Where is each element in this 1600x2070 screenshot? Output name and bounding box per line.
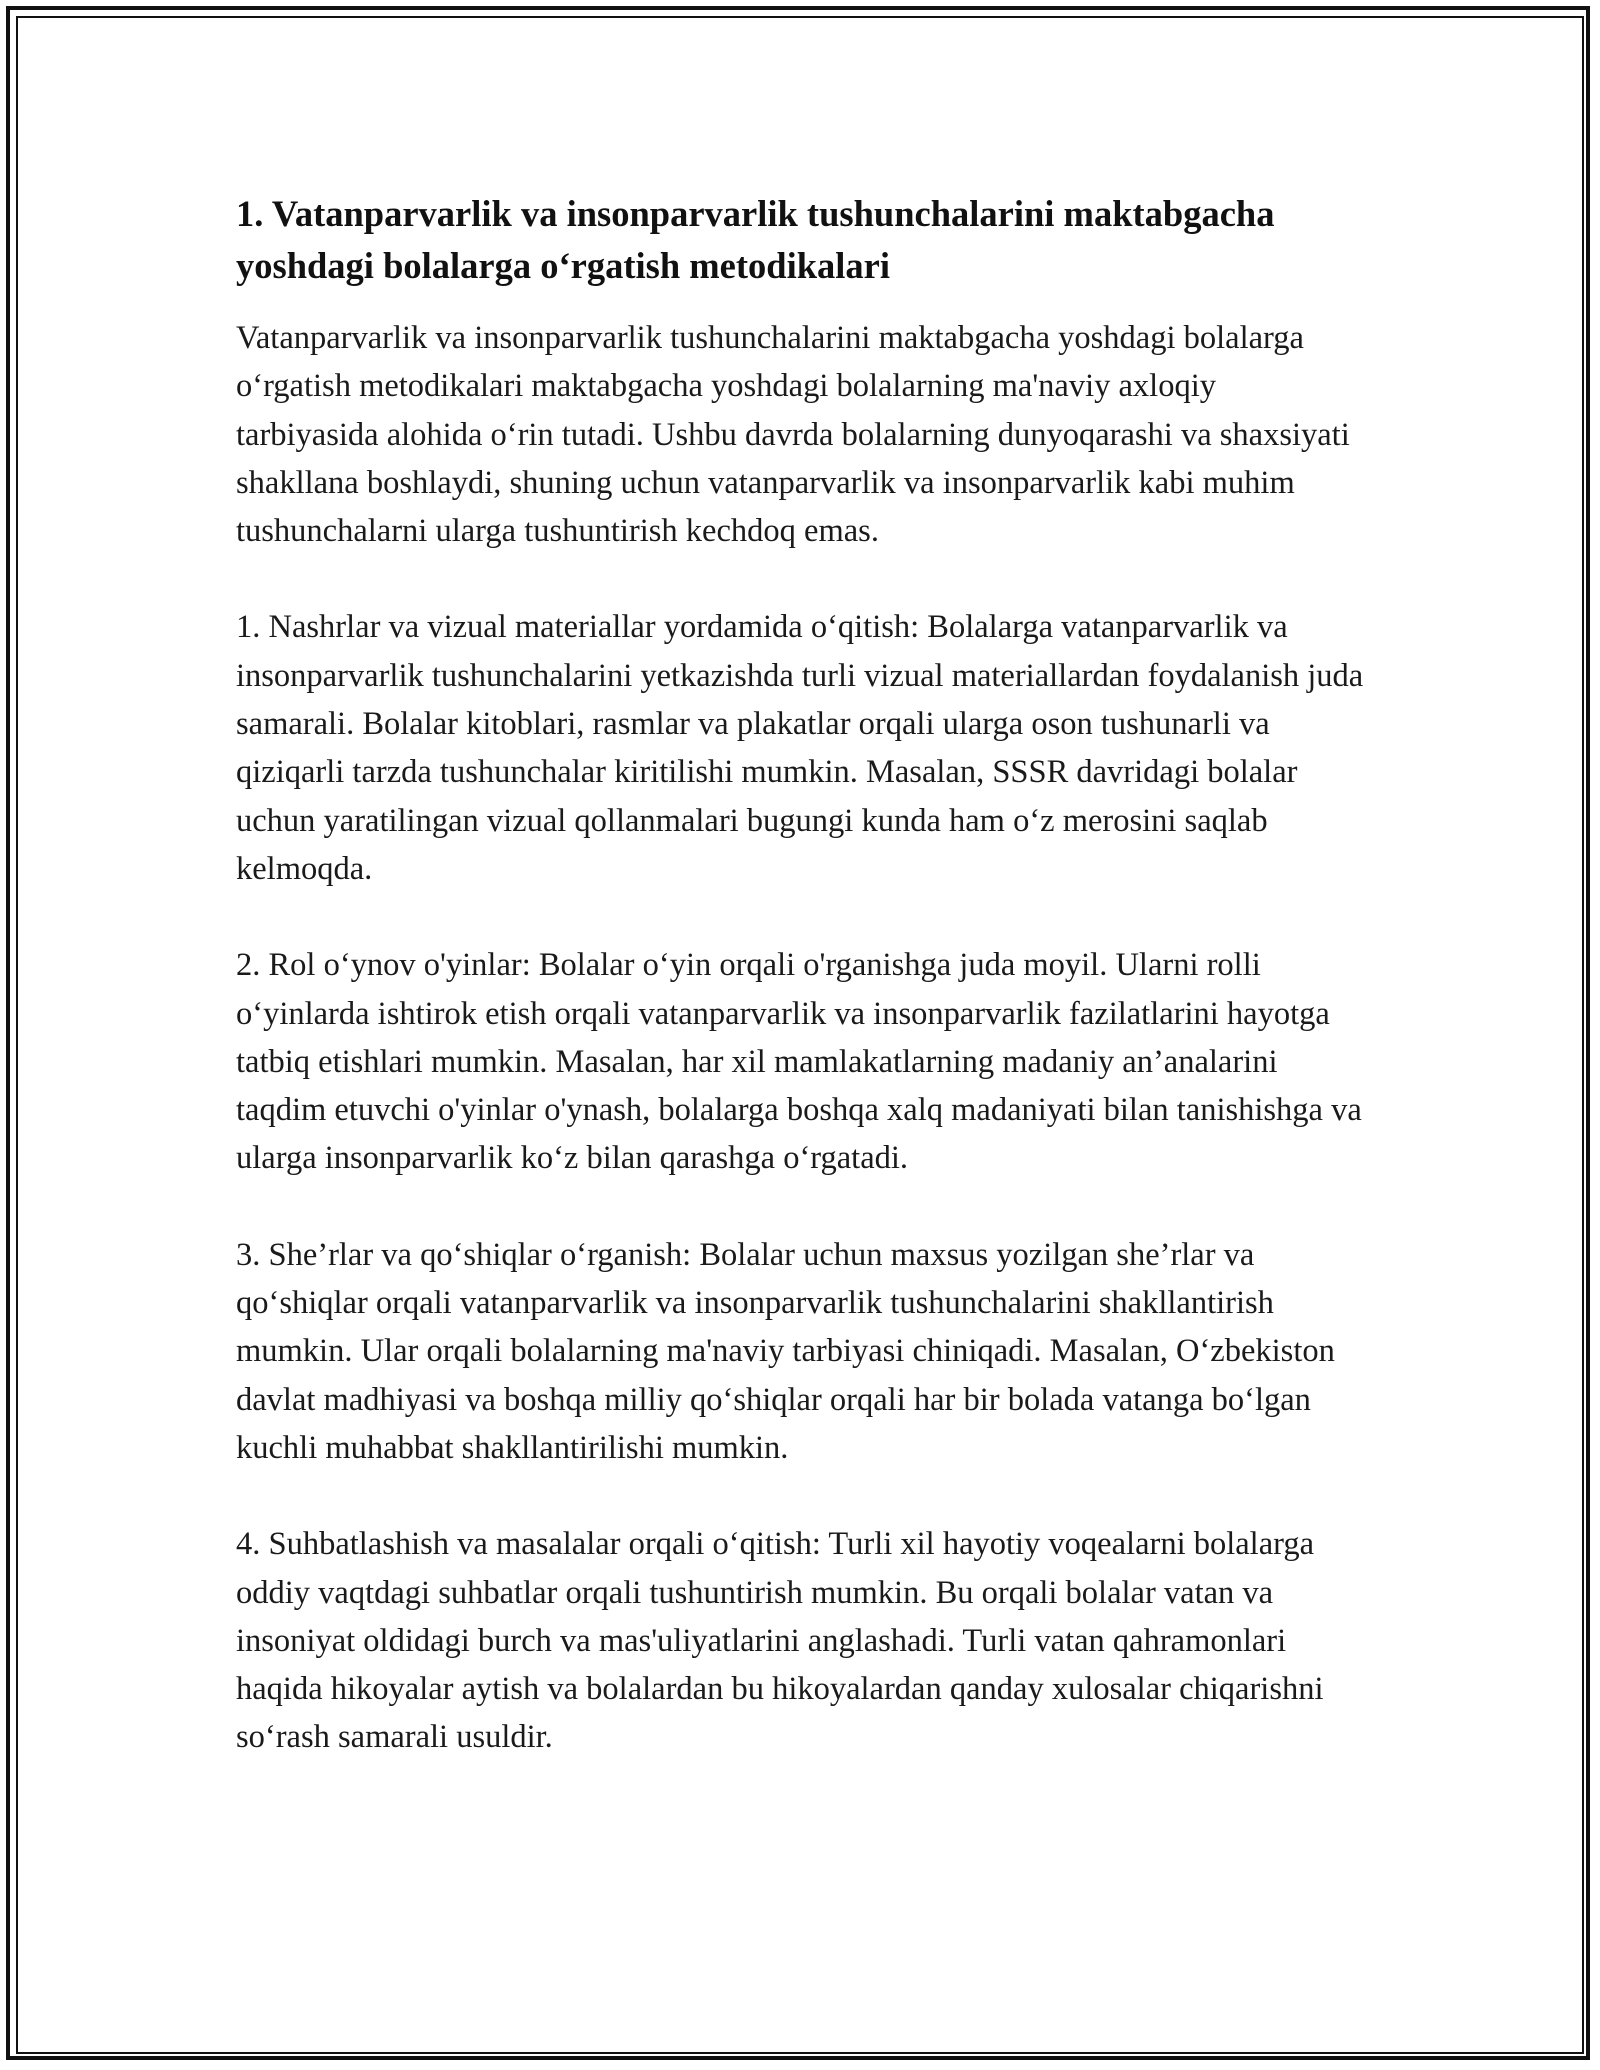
section-paragraph-2: 2. Rol o‘ynov o'yinlar: Bolalar o‘yin orqali o'rganishga juda moyil. Ularni rolli o‘yinlarda ishtirok etish orqali vatanparvarlik va insonparvarlik fazilatlarini hayotga tatbiq etishlari mumkin. Masalan, har xil mamlakatlarning madaniy an’analarini taqdim etuvchi o'yinlar o'ynash, bolalarga boshqa xalq madaniyati bilan tanishishga va ularga insonparvarlik ko‘z bilan qarashga o‘rgatadi. <box>236 947 1362 1177</box>
section-paragraph-3: 3. She’rlar va qo‘shiqlar o‘rganish: Bolalar uchun maxsus yozilgan she’rlar va qo‘shiqlar orqali vatanparvarlik va insonparvarlik tushunchalarini shakllantirish mumkin. Ular orqali bolalarning ma'naviy tarbiyasi chiniqadi. Masalan, O‘zbekiston davlat madhiyasi va boshqa milliy qo‘shiqlar orqali har bir bolada vatanga bo‘lgan kuchli muhabbat shakllantirilishi mumkin. <box>236 1236 1335 1466</box>
section-paragraph-4: 4. Suhbatlashish va masalalar orqali o‘qitish: Turli xil hayotiy voqealarni bolalarga oddiy vaqtdagi suhbatlar orqali tushuntirish mumkin. Bu orqali bolalar vatan va insoniyat oldidagi burch va mas'uliyatlarini anglashadi. Turli vatan qahramonlari haqida hikoyalar aytish va bolalardan bu hikoyalardan qanday xulosalar chiqarishni so‘rash samarali usuldir. <box>236 1526 1324 1756</box>
section-paragraph-1: 1. Nashrlar va vizual materiallar yordamida o‘qitish: Bolalarga vatanparvarlik va insonparvarlik tushunchalarini yetkazishda turli vizual materiallardan foydalanish juda samarali. Bolalar kitoblari, rasmlar va plakatlar orqali ularga oson tushunarli va qiziqarli tarzda tushunchalar kiritilishi mumkin. Masalan, SSSR davridagi bolalar uchun yaratilingan vizual qollanmalari bugungi kunda ham o‘z merosini saqlab kelmoqda. <box>236 609 1364 887</box>
intro-paragraph: Vatanparvarlik va insonparvarlik tushunchalarini maktabgacha yoshdagi bolalarga o‘rgatish metodikalari maktabgacha yoshdagi bolalarning ma'naviy axloqiy tarbiyasida alohida o‘rin tutadi. Ushbu davrda bolalarning dunyoqarashi va shaxsiyati shakllana boshlaydi, shuning uchun vatanparvarlik va insonparvarlik kabi muhim tushunchalarni ularga tushuntirish kechdoq emas. <box>236 320 1350 550</box>
document-title: 1. Vatanparvarlik va insonparvarlik tushunchalarini maktabgacha yoshdagi bolalarga o‘rgatish metodikalari <box>236 193 1275 286</box>
document-body <box>236 188 1366 1762</box>
